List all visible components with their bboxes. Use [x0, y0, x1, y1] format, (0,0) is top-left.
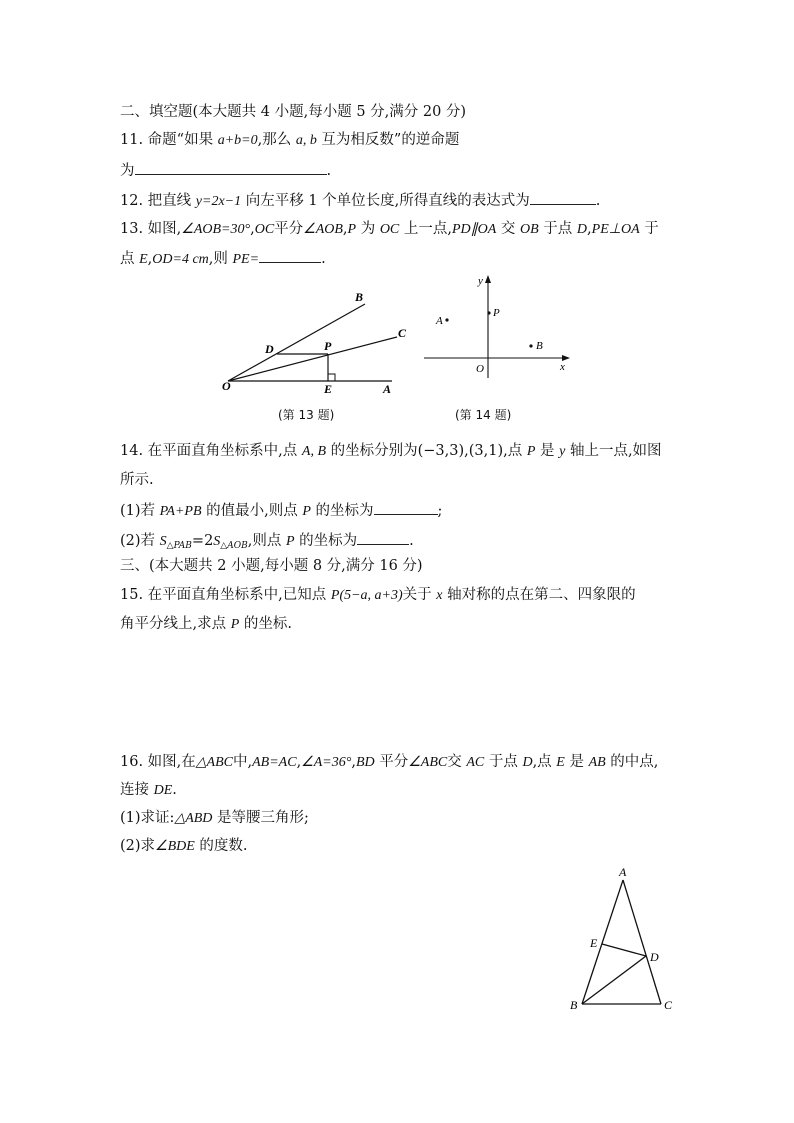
point-a [445, 318, 448, 321]
q16-part2: (2)求∠BDE 的度数. [120, 838, 248, 854]
figure-16 [560, 862, 690, 1017]
label-b: B [570, 998, 578, 1012]
q16-line2: 连接 DE. [120, 782, 177, 798]
point-p [487, 311, 490, 314]
segment-bd [582, 956, 646, 1004]
figure-14-caption: (第 14 题) [455, 408, 512, 422]
q11-line2: 为 . [120, 160, 331, 181]
q16-line1: 16. 如图,在△ABC中,AB=AC,∠A=36°,BD 平分∠ABC交 AC 于点 D,点 E 是 AB 的中点, [120, 754, 659, 770]
segment-de [602, 944, 646, 956]
q11-answer-blank[interactable] [135, 160, 327, 175]
label-a: A [436, 315, 443, 327]
figure-13-caption: (第 13 题) [278, 408, 335, 422]
label-p: P [493, 307, 500, 319]
side-ac [623, 880, 661, 1004]
q13-answer-blank[interactable] [259, 248, 321, 263]
point-b [529, 344, 532, 347]
label-c: C [398, 326, 407, 340]
label-a: A [619, 865, 627, 879]
y-axis-arrow [485, 275, 491, 283]
q14-part2: (2)若 $S_{\triangle PAB}=2S_{\triangle AOB}$,则点 P 的坐标为 . [120, 530, 414, 556]
ray-oc [228, 337, 397, 381]
label-d: D [650, 950, 659, 964]
label-a: A [383, 382, 392, 396]
q11-line1: 11. 命题“如果 a+b=0,那么 a, b 互为相反数”的逆命题 [120, 132, 460, 148]
section2-heading: 二、填空题(本大题共 4 小题,每小题 5 分,满分 20 分) [120, 104, 467, 120]
q13-line1: 13. 如图,∠AOB=30°,OC平分∠AOB,P 为 OC 上一点,PD∥OA 交 OB 于点 D,PE⊥OA 于 [120, 221, 659, 237]
section3-heading: 三、(本大题共 2 小题,每小题 8 分,满分 16 分) [120, 558, 423, 574]
q14-line2: 所示. [120, 472, 154, 488]
label-p: P [324, 339, 332, 353]
figure-14 [420, 272, 575, 382]
ray-ob [228, 304, 365, 381]
label-c: C [664, 998, 673, 1012]
label-b: B [536, 340, 543, 352]
axis-label-x: x [560, 361, 565, 373]
q12-line: 12. 把直线 y=2x−1 向左平移 1 个单位长度,所得直线的表达式为 . [120, 190, 600, 212]
q14-line1: 14. 在平面直角坐标系中,点 A, B 的坐标分别为(−3,3),(3,1),点 P 是 y 轴上一点,如图 [120, 443, 662, 459]
q15-line2: 角平分线上,求点 P 的坐标. [120, 616, 292, 632]
origin-label: O [476, 363, 484, 375]
label-e: E [590, 936, 598, 950]
axis-label-y: y [478, 275, 483, 287]
q16-part1: (1)求证:△ABD 是等腰三角形; [120, 810, 309, 826]
q14-part1: (1)若 PA+PB 的值最小,则点 P 的坐标为 ; [120, 500, 442, 522]
side-ab [582, 880, 623, 1004]
q12-answer-blank[interactable] [530, 190, 596, 205]
label-e: E [324, 382, 333, 396]
q14-part1-blank[interactable] [374, 500, 438, 515]
q13-line2: 点 E,OD=4 cm,则 PE= . [120, 248, 326, 270]
q15-line1: 15. 在平面直角坐标系中,已知点 P(5−a, a+3)关于 x 轴对称的点在第二、四象限的 [120, 587, 636, 603]
label-o: O [222, 379, 231, 393]
right-angle-mark [328, 374, 335, 381]
label-b: B [355, 290, 364, 304]
label-d: D [265, 342, 274, 356]
q14-part2-blank[interactable] [357, 530, 409, 545]
